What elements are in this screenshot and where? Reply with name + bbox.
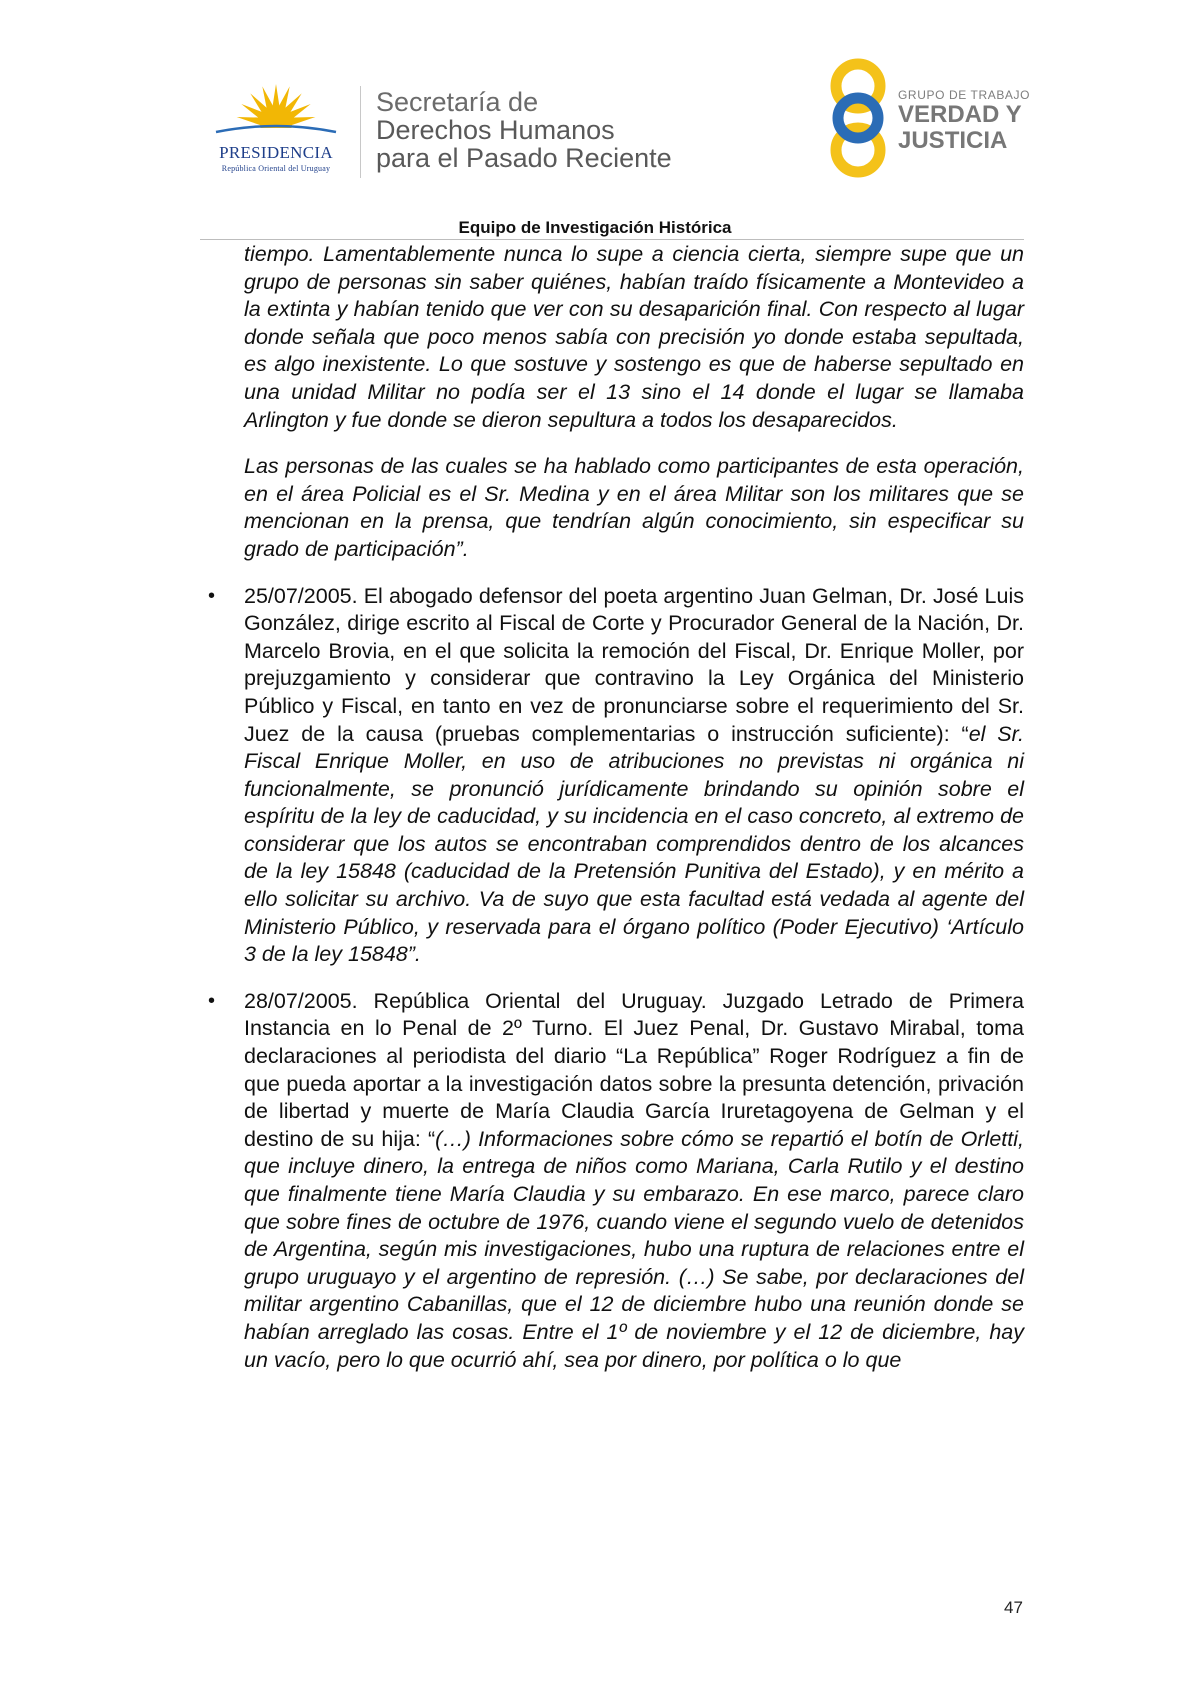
header-vertical-divider bbox=[360, 86, 361, 178]
vj-line-3: JUSTICIA bbox=[898, 127, 1008, 154]
document-body bbox=[208, 241, 1024, 1393]
bullet-2-quote: (…) Informaciones sobre cómo se repartió el botín de Orletti, que incluye dinero, la entrega de niños como Mariana, Carla Rutilo y el destino que finalmente tiene María Claudia y su embarazo. En ese marco, parece claro que sobre fines de octubre de 1976, cuando viene el segundo vuelo de detenidos de Argentina, según mis investigaciones, hubo una ruptura de relaciones entre el grupo uruguayo y el argentino de represión. (…) Se sabe, por declaraciones del militar argentino Cabanillas, que el 12 de diciembre hubo una reunión donde se habían arreglado las cosas. Entre el 1º de noviembre y el 12 de diciembre, hay un vacío, pero lo que ocurrió ahí, sea por dinero, por política o lo que bbox=[244, 1126, 1024, 1372]
bullet-item-1 bbox=[208, 583, 1024, 969]
verdad-justicia-text bbox=[898, 88, 1030, 154]
verdad-justicia-rings-logo bbox=[818, 56, 898, 180]
team-title: Equipo de Investigación Histórica bbox=[458, 218, 732, 237]
secretaria-logo-text bbox=[376, 88, 672, 172]
presidencia-label: PRESIDENCIA bbox=[219, 143, 333, 162]
bullet-1-text: 25/07/2005. El abogado defensor del poeta argentino Juan Gelman, Dr. José Luis González, dirige escrito al Fiscal de Corte y Procurador General de la Nación, Dr. Marcelo Brovia, en el que solicita la remoción del Fiscal, Dr. Enrique Moller, por prejuzgamiento y considerar que contravino la Ley Orgánica del Ministerio Público y Fiscal, en tanto en vez de pronunciarse sobre el requerimiento del Sr. Juez de la causa (pruebas complementarias o instrucción suficiente): “ bbox=[244, 583, 1024, 746]
presidencia-subtitle: República Oriental del Uruguay bbox=[221, 164, 331, 173]
secretaria-line-3: para el Pasado Reciente bbox=[376, 143, 672, 173]
secretaria-line-1: Secretaría de bbox=[376, 87, 539, 117]
vj-line-2: VERDAD Y bbox=[898, 101, 1022, 128]
quote-paragraph-2: Las personas de las cuales se ha hablado como participantes de esta operación, en el área Policial es el Sr. Medina y en el área Militar son los militares que se mencionan en la prensa, que tendrían algún conocimiento, sin especificar su grado de participación”. bbox=[244, 454, 1024, 561]
page-number: 47 bbox=[1004, 1598, 1023, 1617]
bullet-item-2 bbox=[208, 988, 1024, 1374]
bullet-2-text: 28/07/2005. República Oriental del Uruguay. Juzgado Letrado de Primera Instancia en lo Penal de 2º Turno. El Juez Penal, Dr. Gustavo Mirabal, toma declaraciones al periodista del diario “La República” Roger Rodríguez a fin de que pueda aportar a la investigación datos sobre la presunta detención, privación de libertad y muerte de María Claudia García Iruretagoyena de Gelman y el destino de su hija: “ bbox=[244, 988, 1024, 1151]
quote-paragraph-1: tiempo. Lamentablemente nunca lo supe a ciencia cierta, siempre supe que un grupo de personas sin saber quiénes, habían traído físicamente a Montevideo a la extinta y habían tenido que ver con su desaparición final. Con respecto al lugar donde señala que poco menos sabía con precisión yo donde estaba sepultada, es algo inexistente. Lo que sostuve y sostengo es que de haberse sepultado en una unidad Militar no podía ser el 13 sino el 14 donde el lugar se llamaba Arlington y fue donde se dieron sepultura a todos los desaparecidos. bbox=[244, 242, 1024, 432]
secretaria-line-2: Derechos Humanos bbox=[376, 115, 615, 145]
bullet-mark: • bbox=[208, 584, 216, 607]
vj-line-1: GRUPO DE TRABAJO bbox=[898, 88, 1031, 102]
page-header bbox=[0, 0, 1190, 250]
header-rule bbox=[200, 239, 1024, 240]
bullet-1-quote: el Sr. Fiscal Enrique Moller, en uso de atribuciones no previstas ni orgánica ni funcionalmente, se pronunció jurídicamente brindando su opinión sobre el espíritu de la ley de caducidad, y su incidencia en el caso concreto, al extremo de considerar que los autos se encontraban comprendidos dentro de los alcances de la ley 15848 (caducidad de la Pretensión Punitiva del Estado), y en mérito a ello solicitar su archivo. Va de suyo que esta facultad está vedada al agente del Ministerio Público, y reservada para el órgano político (Poder Ejecutivo) ‘Artículo 3 de la ley 15848”. bbox=[244, 721, 1024, 967]
bullet-mark: • bbox=[208, 989, 216, 1012]
